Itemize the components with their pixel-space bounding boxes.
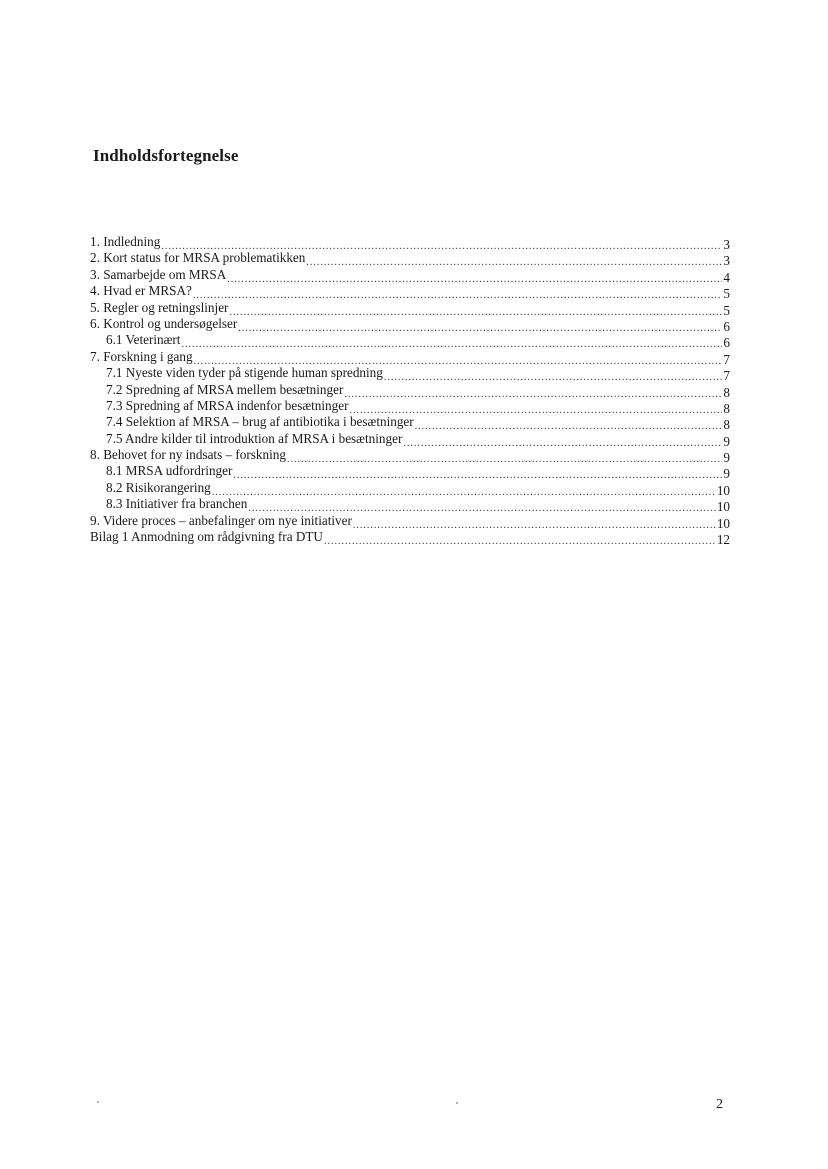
toc-heading: Indholdsfortegnelse — [93, 146, 239, 165]
dot-leader — [353, 518, 716, 534]
toc-entry-label: 4. Hvad er MRSA? — [90, 283, 192, 299]
dot-leader — [344, 387, 722, 403]
toc-entry-page: 6 — [723, 318, 730, 334]
dot-leader — [193, 288, 722, 304]
dot-leader — [306, 255, 722, 271]
dot-leader — [233, 468, 722, 484]
toc-entry-page: 5 — [723, 302, 730, 318]
dot-leader — [415, 419, 722, 435]
dot-leader — [194, 354, 722, 370]
dot-leader — [229, 305, 722, 321]
toc-entry-page: 9 — [723, 450, 730, 466]
toc-entry-label: 8.3 Initiativer fra branchen — [106, 496, 248, 512]
dot-leader — [212, 485, 716, 501]
toc-entry-page: 8 — [723, 417, 730, 433]
toc-entry-page: 12 — [716, 532, 730, 548]
toc-entry-page: 4 — [723, 269, 730, 285]
toc-entry-label: 5. Regler og retningslinjer — [90, 299, 229, 315]
toc-entry-page: 3 — [723, 253, 730, 269]
toc-entry-page: 8 — [723, 384, 730, 400]
toc-entry-label: 6.1 Veterinært — [106, 332, 181, 348]
toc-entry-page: 10 — [716, 499, 730, 515]
scan-speck — [456, 1102, 458, 1104]
page-number: 2 — [716, 1097, 723, 1112]
toc-entry-label: Bilag 1 Anmodning om rådgivning fra DTU — [90, 529, 323, 545]
toc-entry-label: 2. Kort status for MRSA problematikken — [90, 250, 306, 266]
toc-entry-page: 6 — [723, 335, 730, 351]
toc-entry-label: 7.2 Spredning af MRSA mellem besætninger — [106, 381, 344, 397]
toc-entry-label: 7. Forskning i gang — [90, 348, 193, 364]
toc-entry-label: 8.1 MRSA udfordringer — [106, 463, 233, 479]
toc-entry-label: 7.3 Spredning af MRSA indenfor besætninger — [106, 397, 349, 413]
dot-leader — [227, 272, 722, 288]
toc-entry-page: 5 — [723, 286, 730, 302]
toc-entry-label: 3. Samarbejde om MRSA — [90, 266, 227, 282]
dot-leader — [384, 370, 722, 386]
dot-leader — [349, 403, 722, 419]
dot-leader — [287, 452, 722, 468]
toc-entry-page: 10 — [716, 515, 730, 531]
dot-leader — [161, 239, 722, 255]
toc-entry-label: 8.2 Risikorangering — [106, 479, 211, 495]
dot-leader — [248, 501, 715, 517]
toc-entry-page: 9 — [723, 433, 730, 449]
toc-entry-page: 7 — [723, 368, 730, 384]
toc-entry-page: 7 — [723, 351, 730, 367]
toc-entry[interactable] — [90, 234, 730, 250]
toc-entry-label: 6. Kontrol og undersøgelser — [90, 315, 238, 331]
table-of-contents — [90, 234, 730, 548]
toc-entry-page: 9 — [723, 466, 730, 482]
toc-entry-label: 1. Indledning — [90, 234, 161, 249]
toc-entry-label: 9. Videre proces – anbefalinger om nye initiativer — [90, 512, 352, 528]
toc-entry-label: 7.5 Andre kilder til introduktion af MRSA i besætninger — [106, 430, 403, 446]
scan-speck — [97, 1101, 99, 1103]
toc-entry-page: 10 — [716, 482, 730, 498]
dot-leader — [403, 436, 722, 452]
toc-entry-label: 7.1 Nyeste viden tyder på stigende human spredning — [106, 365, 383, 381]
toc-entry-page: 8 — [723, 400, 730, 416]
dot-leader — [238, 321, 722, 337]
dot-leader — [181, 337, 722, 353]
toc-entry-page: 3 — [723, 237, 730, 252]
toc-entry-label: 7.4 Selektion af MRSA – brug af antibiotika i besætninger — [106, 414, 414, 430]
dot-leader — [324, 534, 716, 550]
toc-entry-label: 8. Behovet for ny indsats – forskning — [90, 447, 286, 463]
